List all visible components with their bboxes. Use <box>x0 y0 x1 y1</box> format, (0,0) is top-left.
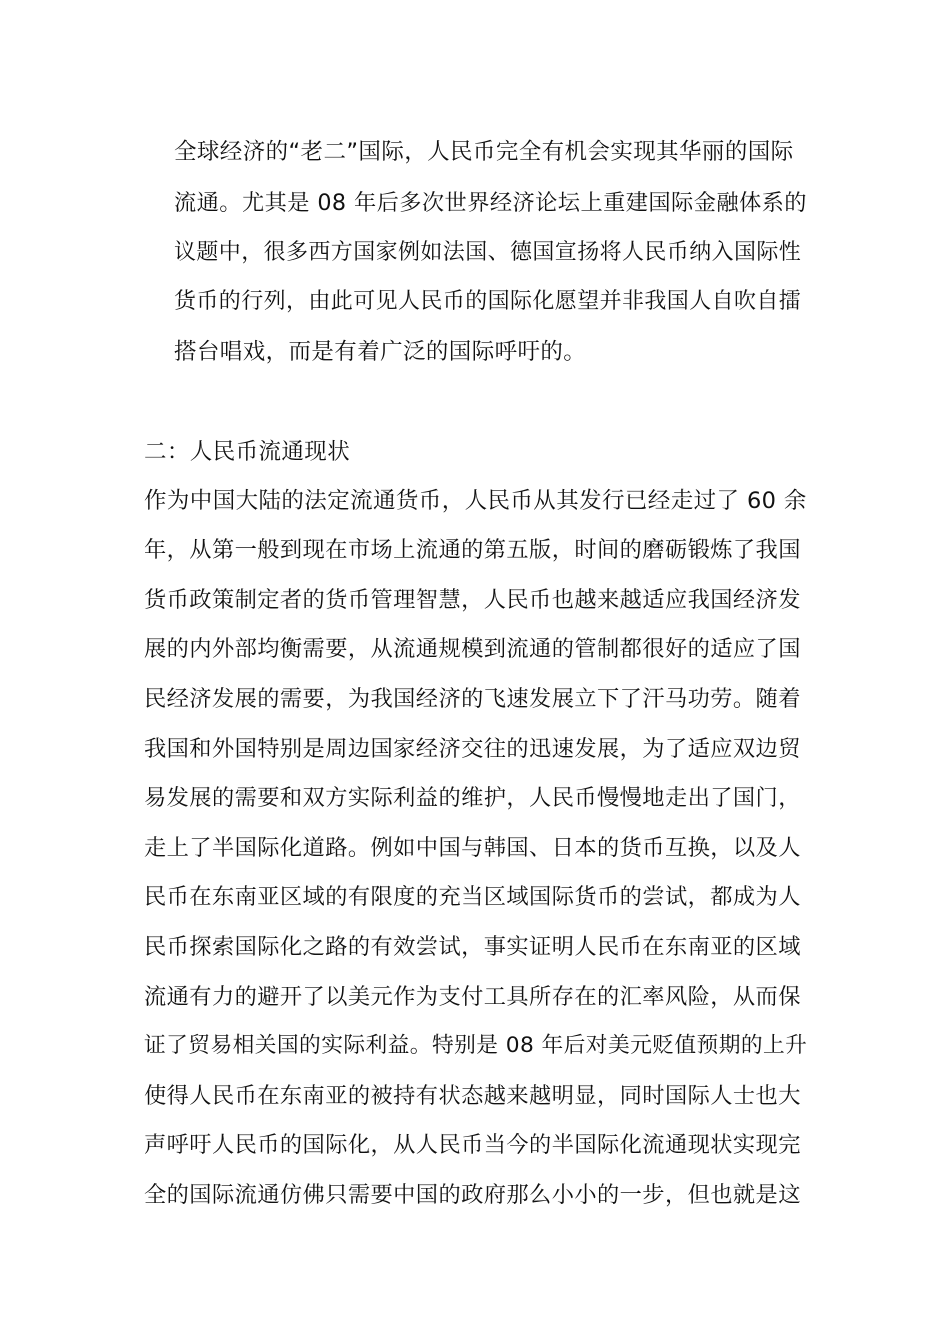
section-heading: 二：人民币流通现状 <box>144 439 351 465</box>
paragraph-line: 议题中，很多西方国家例如法国、德国宣扬将人民币纳入国际性 <box>174 240 802 265</box>
paragraph-line: 流通有力的避开了以美元作为支付工具所存在的汇率风险，从而保 <box>144 984 801 1010</box>
paragraph-line: 作为中国大陆的法定流通货币，人民币从其发行已经走过了 60 余 <box>144 488 807 514</box>
paragraph-line: 全球经济的“老二”国际，人民币完全有机会实现其华丽的国际 <box>174 139 794 165</box>
paragraph-line: 货币的行列，由此可见人民币的国际化愿望并非我国人自吹自擂 <box>174 289 802 314</box>
paragraph-line: 展的内外部均衡需要，从流通规模到流通的管制都很好的适应了国 <box>144 636 801 662</box>
paragraph-line: 使得人民币在东南亚的被持有状态越来越明显，同时国际人士也大 <box>144 1083 801 1109</box>
paragraph-line: 搭台唱戏，而是有着广泛的国际呼吁的。 <box>174 339 587 365</box>
paragraph-line: 易发展的需要和双方实际利益的维护，人民币慢慢地走出了国门， <box>144 785 801 811</box>
paragraph-line: 流通。尤其是 08 年后多次世界经济论坛上重建国际金融体系的 <box>174 190 807 216</box>
paragraph-line: 民币探索国际化之路的有效尝试，事实证明人民币在东南亚的区域 <box>144 934 801 960</box>
paragraph-line: 民币在东南亚区域的有限度的充当区域国际货币的尝试，都成为人 <box>144 884 801 910</box>
paragraph-line: 民经济发展的需要，为我国经济的飞速发展立下了汗马功劳。随着 <box>144 686 801 712</box>
paragraph-line: 声呼吁人民币的国际化，从人民币当今的半国际化流通现状实现完 <box>144 1132 801 1158</box>
paragraph-line: 货币政策制定者的货币管理智慧，人民币也越来越适应我国经济发 <box>144 587 801 613</box>
paragraph-line: 全的国际流通仿佛只需要中国的政府那么小小的一步，但也就是这 <box>144 1182 801 1208</box>
paragraph-line: 走上了半国际化道路。例如中国与韩国、日本的货币互换，以及人 <box>144 835 801 861</box>
paragraph-line: 我国和外国特别是周边国家经济交往的迅速发展，为了适应双边贸 <box>144 736 801 762</box>
paragraph-line: 证了贸易相关国的实际利益。特别是 08 年后对美元贬值预期的上升 <box>144 1033 808 1058</box>
paragraph-line: 年，从第一般到现在市场上流通的第五版，时间的磨砺锻炼了我国 <box>144 537 801 563</box>
